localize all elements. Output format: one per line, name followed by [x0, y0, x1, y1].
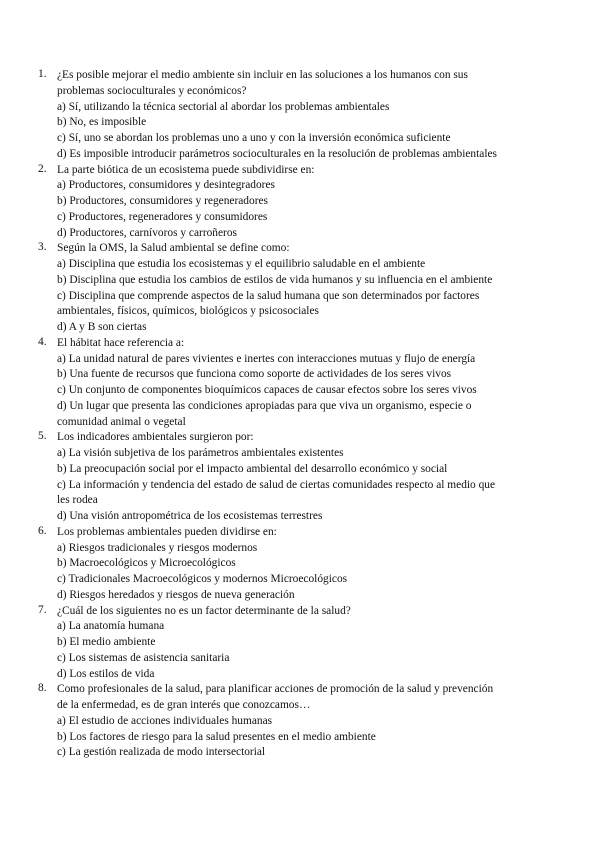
- answer-option: [57, 194, 568, 210]
- question-item: [38, 525, 568, 604]
- answer-option: [57, 572, 568, 588]
- question-number: 3.: [38, 241, 47, 254]
- answer-option-text: d) Los estilos de vida: [57, 667, 155, 680]
- answer-option-text: d) Riesgos heredados y riesgos de nueva generación: [57, 588, 295, 601]
- question-text: La parte biótica de un ecosistema puede subdividirse en:: [57, 163, 315, 176]
- answer-option-text: les rodea: [57, 494, 98, 507]
- question-item: [38, 241, 568, 336]
- answer-option: [57, 446, 568, 462]
- answer-option: [57, 730, 568, 746]
- answer-option: [57, 367, 568, 383]
- answer-option: [57, 399, 568, 431]
- answer-option: [57, 100, 568, 116]
- question-number: 1.: [38, 68, 47, 80]
- answer-option-text: d) Es imposible introducir parámetros socioculturales en la resolución de problemas ambientales: [57, 147, 497, 160]
- answer-option: [57, 556, 568, 572]
- answer-option-text: d) Una visión antropométrica de los ecosistemas terrestres: [57, 510, 323, 522]
- question-item: [38, 163, 568, 242]
- answer-option-text: ambientales, físicos, químicos, biológicos y psicosociales: [57, 305, 319, 318]
- answer-option-text: c) Sí, uno se abordan los problemas uno a uno y con la inversión económica suficiente: [57, 132, 451, 144]
- answer-option-text: c) Un conjunto de componentes bioquímicos capaces de causar efectos sobre los seres vivos: [57, 384, 477, 396]
- answer-option-text: a) La visión subjetiva de los parámetros ambientales existentes: [57, 447, 344, 459]
- answer-option: [57, 273, 568, 289]
- answer-option: [57, 588, 568, 604]
- question-text: problemas socioculturales y económicos?: [57, 84, 247, 97]
- answer-option-text: a) El estudio de acciones individuales humanas: [57, 714, 273, 727]
- answer-option-text: c) Disciplina que comprende aspectos de la salud humana que son determinados por factores: [57, 289, 480, 302]
- answer-option: [57, 383, 568, 399]
- answer-option: [57, 115, 568, 131]
- answer-option-text: a) Sí, utilizando la técnica sectorial al abordar los problemas ambientales: [57, 100, 390, 113]
- question-number: 7.: [38, 603, 47, 616]
- question-item: [38, 430, 568, 525]
- answer-option: [57, 714, 568, 730]
- answer-option-text: a) La unidad natural de pares vivientes e inertes con interacciones mutuas y flujo de energía: [57, 352, 476, 365]
- answer-option: [57, 745, 568, 761]
- question-item: [38, 68, 568, 163]
- question-item: [38, 682, 568, 761]
- question-number: 4.: [38, 335, 47, 348]
- answer-option-text: d) Productores, carnívoros y carroñeros: [57, 226, 237, 239]
- question-text: Los problemas ambientales pueden dividirse en:: [57, 525, 277, 538]
- answer-option-text: b) La preocupación social por el impacto ambiental del desarrollo económico y social: [57, 462, 448, 475]
- question-text: ¿Cuál de los siguientes no es un factor determinante de la salud?: [57, 604, 351, 617]
- question-number: 6.: [38, 524, 47, 537]
- answer-option: [57, 131, 568, 147]
- answer-option: [57, 178, 568, 194]
- question-number: 2.: [38, 162, 47, 175]
- answer-option: [57, 352, 568, 368]
- answer-option: [57, 478, 568, 510]
- answer-option: [57, 541, 568, 557]
- answer-option: [57, 147, 568, 163]
- answer-option: [57, 257, 568, 273]
- answer-option: [57, 667, 568, 683]
- question-text: de la enfermedad, es de gran interés que conozcamos…: [57, 699, 311, 711]
- answer-option-text: b) Productores, consumidores y regeneradores: [57, 195, 268, 207]
- answer-option-text: c) Tradicionales Macroecológicos y modernos Microecológicos: [57, 573, 348, 585]
- answer-option-text: a) La anatomía humana: [57, 620, 165, 633]
- answer-option-text: b) No, es imposible: [57, 116, 147, 129]
- question-item: [38, 604, 568, 683]
- question-text: ¿Es posible mejorar el medio ambiente sin incluir en las soluciones a los humanos con sus: [57, 69, 468, 81]
- question-item: [38, 336, 568, 431]
- answer-option: [57, 226, 568, 242]
- answer-option: [57, 619, 568, 635]
- answer-option: [57, 651, 568, 667]
- answer-option: [57, 320, 568, 336]
- answer-option-text: c) Los sistemas de asistencia sanitaria: [57, 651, 230, 664]
- answer-option-text: comunidad animal o vegetal: [57, 415, 186, 428]
- answer-option-text: d) Un lugar que presenta las condiciones apropiadas para que viva un organismo, especie o: [57, 399, 472, 412]
- question-text: Según la OMS, la Salud ambiental se define como:: [57, 242, 290, 255]
- answer-option: [57, 462, 568, 478]
- answer-option: [57, 210, 568, 226]
- answer-option: [57, 635, 568, 651]
- answer-option-text: c) La información y tendencia del estado de salud de ciertas comunidades respecto al medio que: [57, 478, 496, 491]
- answer-option-text: b) Macroecológicos y Microecológicos: [57, 557, 236, 570]
- question-number: 5.: [38, 430, 47, 443]
- question-text: El hábitat hace referencia a:: [57, 336, 185, 349]
- answer-option: [57, 509, 568, 525]
- answer-option: [57, 289, 568, 321]
- question-text: Los indicadores ambientales surgieron por:: [57, 431, 254, 444]
- answer-option-text: a) Productores, consumidores y desintegradores: [57, 179, 275, 192]
- answer-option-text: b) Los factores de riesgo para la salud presentes en el medio ambiente: [57, 730, 376, 743]
- answer-option-text: c) Productores, regeneradores y consumidores: [57, 210, 268, 223]
- answer-option-text: b) El medio ambiente: [57, 636, 156, 648]
- answer-option-text: c) La gestión realizada de modo intersectorial: [57, 746, 266, 759]
- answer-option-text: b) Disciplina que estudia los cambios de estilos de vida humanos y su influencia en el ambiente: [57, 273, 493, 286]
- question-text: Como profesionales de la salud, para planificar acciones de promoción de la salud y prevención: [57, 683, 494, 696]
- answer-option-text: a) Riesgos tradicionales y riesgos modernos: [57, 541, 258, 554]
- question-number: 8.: [38, 682, 47, 695]
- answer-option-text: b) Una fuente de recursos que funciona como soporte de actividades de los seres vivos: [57, 368, 452, 381]
- answer-option-text: a) Disciplina que estudia los ecosistemas y el equilibrio saludable en el ambiente: [57, 258, 426, 270]
- question-list: [38, 68, 568, 761]
- answer-option-text: d) A y B son ciertas: [57, 321, 147, 333]
